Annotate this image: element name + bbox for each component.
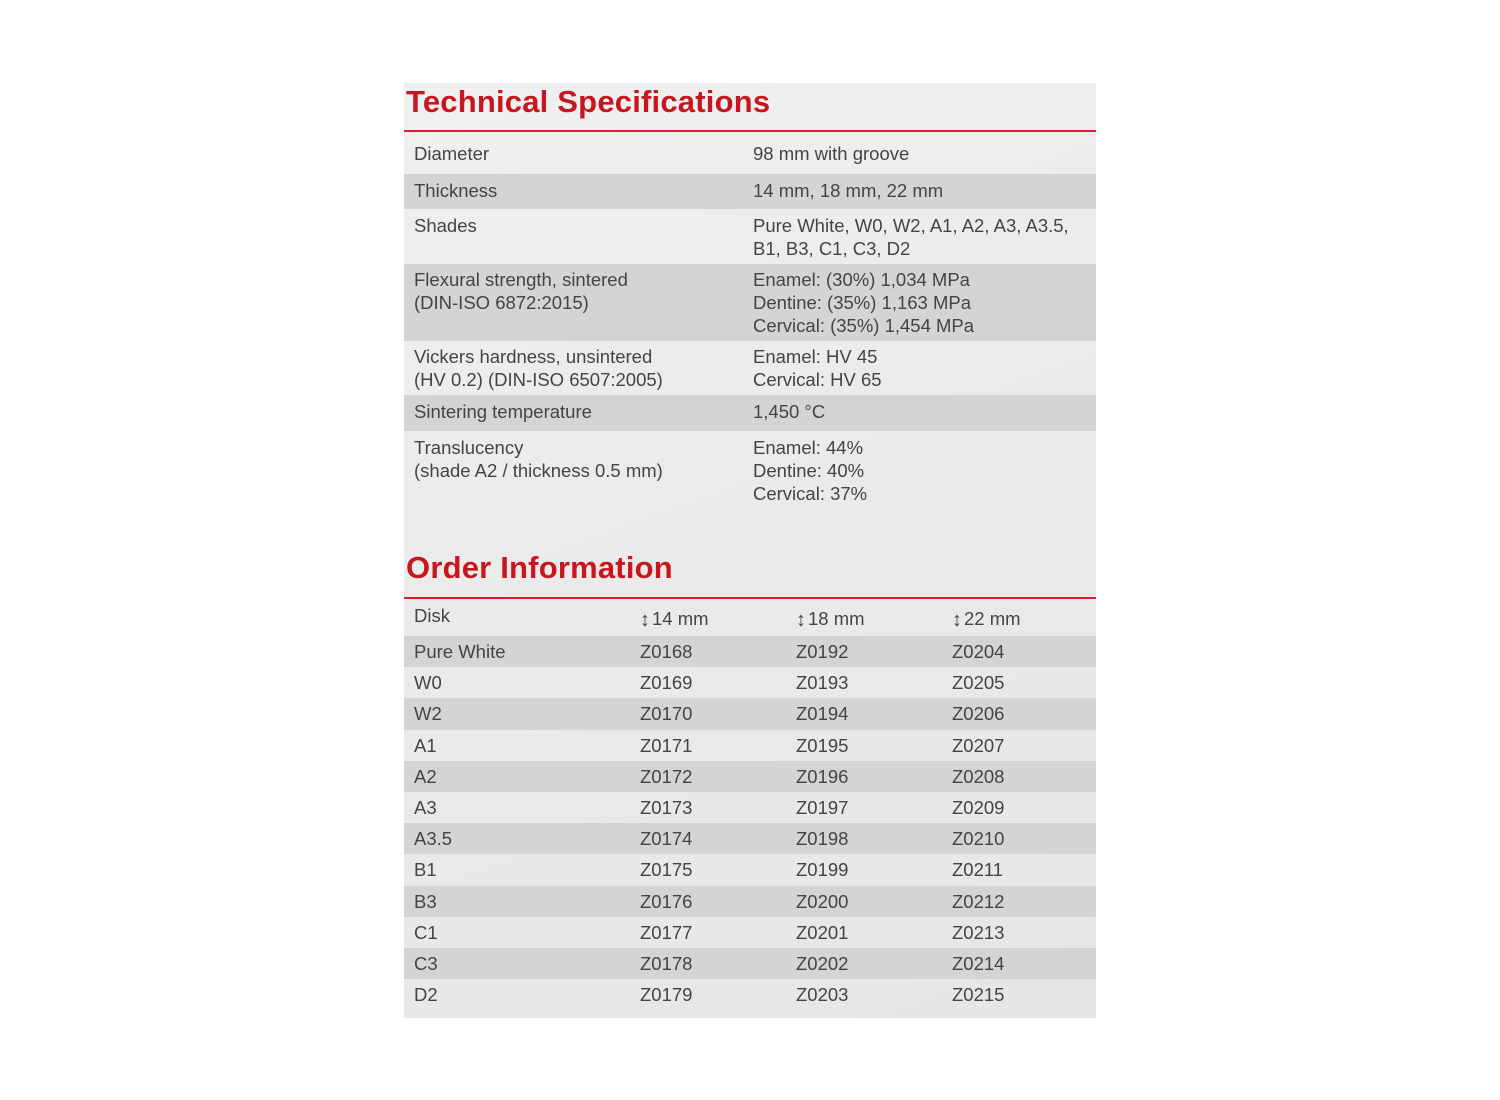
article-18: Z0192 (796, 641, 849, 662)
article-14: Z0168 (640, 641, 693, 662)
article-14: Z0170 (640, 703, 693, 725)
article-22: Z0213 (952, 921, 1005, 943)
shade-name: W2 (414, 703, 442, 725)
article-18: Z0199 (796, 859, 849, 881)
thickness-14-header (640, 608, 709, 632)
shade-name: A3 (414, 796, 437, 818)
order-row (404, 636, 1096, 667)
article-22: Z0209 (952, 796, 1005, 818)
thickness-14-label: 14 mm (652, 608, 709, 629)
order-row (404, 886, 1096, 917)
shade-name: C1 (414, 921, 438, 943)
spec-label: Sintering temperature (414, 401, 592, 422)
spec-row-sintering-temperature (404, 395, 1096, 431)
article-14: Z0179 (640, 984, 693, 1006)
order-information-table (404, 600, 1096, 1010)
thickness-22-label: 22 mm (964, 608, 1021, 629)
article-18: Z0195 (796, 734, 849, 756)
spec-row-diameter (404, 133, 1096, 174)
order-row (404, 917, 1096, 948)
vertical-arrow-icon: ↕ (952, 609, 962, 631)
shade-name: B1 (414, 859, 437, 881)
order-row (404, 823, 1096, 854)
article-18: Z0200 (796, 890, 849, 912)
vertical-arrow-icon: ↕ (796, 609, 806, 631)
spec-label: Shades (414, 215, 477, 236)
order-row (404, 667, 1096, 698)
article-14: Z0172 (640, 765, 693, 787)
shade-name: A1 (414, 734, 437, 756)
spec-value: Enamel: 44% Dentine: 40% Cervical: 37% (753, 437, 868, 504)
article-18: Z0198 (796, 828, 849, 850)
technical-title-rule (404, 130, 1096, 132)
spec-row-shades (404, 209, 1096, 264)
article-18: Z0203 (796, 984, 849, 1006)
order-row (404, 730, 1096, 761)
article-22: Z0212 (952, 890, 1005, 912)
spec-value: 98 mm with groove (753, 143, 910, 164)
order-header-row (404, 600, 1096, 636)
article-22: Z0206 (952, 703, 1005, 725)
thickness-22-header (952, 608, 1021, 632)
article-18: Z0197 (796, 796, 849, 818)
spec-label: Flexural strength, sintered (DIN-ISO 6872:2015) (414, 269, 628, 313)
technical-specifications-table (404, 133, 1096, 511)
article-14: Z0173 (640, 796, 693, 818)
spec-sheet (404, 83, 1096, 1018)
spec-row-flexural-strength (404, 264, 1096, 341)
article-18: Z0194 (796, 703, 849, 725)
article-22: Z0214 (952, 952, 1005, 974)
thickness-18-header (796, 608, 865, 632)
spec-label: Thickness (414, 180, 498, 201)
article-22: Z0210 (952, 828, 1005, 850)
thickness-18-label: 18 mm (808, 608, 865, 629)
vertical-arrow-icon: ↕ (640, 609, 650, 631)
spec-value: 1,450 °C (753, 401, 826, 422)
article-22: Z0208 (952, 765, 1005, 787)
order-row (404, 698, 1096, 729)
article-18: Z0196 (796, 765, 849, 787)
spec-label: Vickers hardness, unsintered (HV 0.2) (DIN-ISO 6507:2005) (414, 346, 663, 390)
shade-name: A2 (414, 765, 437, 787)
article-22: Z0207 (952, 734, 1005, 756)
article-18: Z0201 (796, 921, 849, 943)
order-information-title: Order Information (406, 550, 673, 585)
spec-label: Translucency (shade A2 / thickness 0.5 mm) (414, 437, 663, 481)
shade-name: D2 (414, 984, 438, 1006)
order-row (404, 854, 1096, 885)
article-14: Z0177 (640, 921, 693, 943)
article-22: Z0205 (952, 672, 1005, 694)
spec-label: Diameter (414, 143, 490, 164)
article-22: Z0204 (952, 641, 1005, 662)
article-14: Z0174 (640, 828, 693, 850)
order-row (404, 979, 1096, 1010)
spec-row-vickers-hardness (404, 341, 1096, 395)
spec-row-thickness (404, 174, 1096, 209)
spec-value: Pure White, W0, W2, A1, A2, A3, A3.5, B1, B3, C1, C3, D2 (753, 215, 1069, 259)
spec-value: Enamel: (30%) 1,034 MPa Dentine: (35%) 1,163 MPa Cervical: (35%) 1,454 MPa (753, 269, 975, 336)
article-14: Z0171 (640, 734, 693, 756)
spec-value: 14 mm, 18 mm, 22 mm (753, 180, 944, 201)
order-row (404, 948, 1096, 979)
article-14: Z0178 (640, 952, 693, 974)
article-14: Z0175 (640, 859, 693, 881)
spec-value: Enamel: HV 45 Cervical: HV 65 (753, 346, 882, 390)
order-title-rule (404, 597, 1096, 599)
article-22: Z0215 (952, 984, 1005, 1006)
order-row (404, 761, 1096, 792)
article-18: Z0193 (796, 672, 849, 694)
article-14: Z0169 (640, 672, 693, 694)
article-18: Z0202 (796, 952, 849, 974)
spec-row-translucency (404, 431, 1096, 511)
shade-name: Pure White (414, 641, 506, 662)
shade-name: B3 (414, 890, 437, 912)
disk-column-header: Disk (414, 605, 450, 626)
order-row (404, 792, 1096, 823)
technical-specifications-title: Technical Specifications (406, 84, 771, 119)
shade-name: W0 (414, 672, 442, 694)
article-14: Z0176 (640, 890, 693, 912)
shade-name: C3 (414, 952, 438, 974)
shade-name: A3.5 (414, 828, 453, 850)
article-22: Z0211 (952, 859, 1004, 881)
